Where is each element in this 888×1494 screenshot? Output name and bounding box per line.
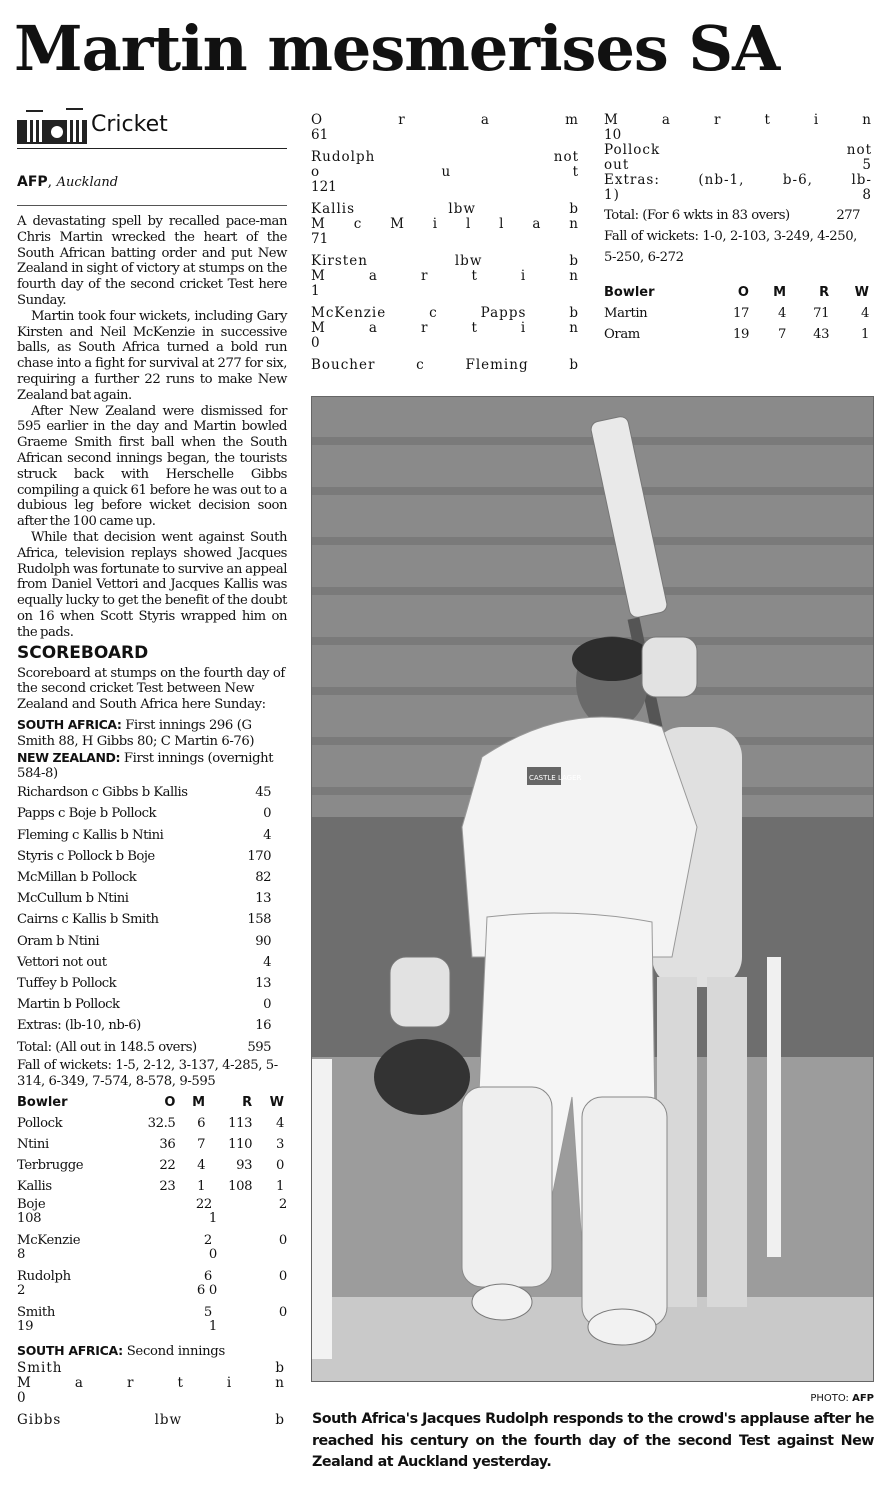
bowling-cell: 1 [861, 327, 869, 343]
spread-word: b-6, [782, 172, 813, 188]
byline-location: Auckland [56, 175, 119, 190]
bowling-overs: 2 [203, 1232, 212, 1248]
bowling-row [17, 1176, 287, 1197]
bowling-line [17, 1234, 287, 1248]
bowling-overs: 6 [203, 1268, 212, 1284]
photo-credit-label: PHOTO: [810, 1393, 849, 1404]
bowling-cell: 4 [861, 306, 869, 321]
middle-column [311, 113, 579, 380]
batting-line [311, 217, 579, 232]
spread-word: Smith [17, 1359, 63, 1376]
bowling-row-wrapped [17, 1306, 287, 1334]
spread-word: O [311, 112, 324, 128]
byline: AFP, Auckland [17, 174, 119, 190]
photo [311, 396, 874, 1382]
bowling-runs: 19 [17, 1318, 34, 1334]
bowling-cell: 22 [159, 1158, 176, 1174]
spread-word: Fleming [465, 357, 529, 373]
spread-word: Boucher [311, 357, 376, 373]
batting-line [311, 202, 579, 217]
team-name: SOUTH AFRICA: [17, 1342, 123, 1358]
sa-batting-middle [311, 113, 579, 380]
spread-word: c [429, 305, 438, 321]
total-runs: 277 [836, 208, 860, 223]
spread-word: M [604, 112, 619, 128]
spacer [17, 1428, 287, 1435]
total-label: Total: (All out in 148.5 overs) [17, 1039, 197, 1055]
bowling-cell: 7 [197, 1136, 206, 1152]
bowling-cell: Terbrugge [17, 1158, 84, 1174]
bowling-cell: 19 [732, 327, 749, 343]
spread-word: 1) [604, 187, 620, 203]
spread-word: c [353, 216, 363, 232]
bowling-cell: 1 [276, 1179, 284, 1195]
scoreboard-title: SCOREBOARD [17, 642, 149, 663]
byline-agency: AFP [17, 174, 48, 190]
bowling-row [604, 303, 872, 324]
bowling-cell: 71 [813, 306, 830, 321]
spread-word: l [499, 216, 505, 232]
spacer [311, 373, 579, 380]
spread-word: a [368, 268, 378, 284]
bowling-maidens: 0 [278, 1268, 287, 1284]
bowling-line [17, 1198, 287, 1212]
batsman-dismissal: Vettori not out [17, 954, 107, 970]
batting-row [17, 782, 287, 803]
spread-word: a [661, 112, 671, 128]
batsman-dismissal: Styris c Pollock b Boje [17, 848, 155, 864]
spread-word: u [441, 164, 452, 180]
bowling-wickets: 0 [208, 1246, 217, 1262]
cricketer-photo-illustration [312, 397, 873, 1381]
bowling-maidens: 2 [278, 1196, 287, 1212]
batting-row [17, 909, 287, 930]
left-column [17, 102, 287, 1435]
bowling-runs: 108 [17, 1210, 42, 1226]
spread-word: a [74, 1374, 84, 1391]
bowling-row [17, 1113, 287, 1134]
spread-word: t [471, 268, 478, 284]
photo-credit [790, 1393, 874, 1405]
bowling-header: W [854, 285, 869, 300]
bowling-cell: 7 [778, 327, 787, 343]
spread-word: M [311, 268, 326, 284]
spread-word: b [569, 305, 579, 321]
batsman-dismissal: Tuffey b Pollock [17, 975, 117, 991]
spread-word: b [569, 201, 579, 217]
spread-word: b [569, 357, 579, 373]
batting-line [17, 1376, 285, 1391]
spread-word: t [177, 1374, 184, 1391]
bowling-cell: 4 [197, 1158, 206, 1174]
batsman-runs: 16 [255, 1018, 271, 1034]
spread-word: lbw [448, 201, 476, 217]
sa-first-innings [17, 717, 287, 750]
spread-word: out [604, 157, 630, 173]
bowling-row-wrapped [17, 1198, 287, 1226]
batting-line [604, 188, 872, 203]
spread-word: 8 [862, 187, 872, 203]
bowling-cell: 36 [159, 1136, 176, 1152]
spread-word: r [398, 112, 406, 128]
batsman-dismissal: Cairns c Kallis b Smith [17, 912, 159, 928]
total-runs: 595 [247, 1039, 271, 1055]
batting-row [17, 931, 287, 952]
batsman-dismissal: McMillan b Pollock [17, 869, 137, 885]
bowling-maidens: 0 [278, 1232, 287, 1248]
batsman-runs: 0 [263, 806, 271, 822]
story-paragraph: Martin took four wickets, including Gary Kirsten and Neil McKenzie in successive balls, as South Africa turned a bold run chase into a fight for survival at 277 for six, requiring a further 22 runs to make New Zealand bat again. [17, 308, 287, 403]
spread-word: Papps [480, 305, 527, 321]
batsman-dismissal: Richardson c Gibbs b Kallis [17, 785, 188, 801]
spread-word: t [471, 320, 478, 336]
batsman-runs: 4 [263, 954, 271, 970]
batting-line [311, 306, 579, 321]
right-column [604, 113, 872, 346]
batting-row [17, 952, 287, 973]
bowling-line [17, 1320, 217, 1334]
helmet [374, 1039, 470, 1115]
bowling-runs: 2 [17, 1282, 26, 1298]
batting-line [311, 150, 579, 165]
bowling-row [17, 1134, 287, 1155]
sign-post [312, 1059, 332, 1359]
batting-line [311, 269, 579, 284]
spread-word: i [813, 112, 820, 128]
spread-word: t [764, 112, 771, 128]
spread-word: M [17, 1374, 32, 1391]
story-body [17, 214, 287, 641]
bowling-cell: 3 [276, 1136, 284, 1152]
innings-summary: First innings (overnight 584-8) [17, 750, 274, 782]
bowling-overs: 5 [203, 1304, 212, 1320]
bowling-cell: Ntini [17, 1136, 49, 1152]
sa-batting-right [604, 113, 872, 203]
bowling-wickets: 1 [208, 1318, 217, 1334]
batsman-dismissal: Extras: (lb-10, nb-6) [17, 1018, 141, 1034]
bowling-row [604, 324, 872, 345]
bowling-overs: 22 [195, 1196, 212, 1212]
bowling-line [17, 1306, 287, 1320]
spread-word: n [569, 268, 579, 284]
batting-line [311, 321, 579, 336]
sa-bowling-wrapped [17, 1198, 287, 1334]
spread-word: r [713, 112, 722, 128]
bowling-cell: 43 [813, 327, 830, 343]
bowling-cell: Pollock [17, 1115, 63, 1131]
bowling-maidens: 0 [278, 1304, 287, 1320]
spread-word: a [368, 320, 378, 336]
bowling-header: O [164, 1094, 176, 1110]
spread-word: r [420, 268, 429, 284]
batting-line [311, 113, 579, 128]
nz-bowling-table [604, 282, 872, 346]
spread-word: Pollock [604, 142, 661, 158]
batsman-runs: 45 [255, 785, 271, 801]
total-label: Total: (For 6 wkts in 83 overs) [604, 208, 790, 223]
batsman-runs: 61 [311, 127, 329, 143]
batting-row [17, 1015, 287, 1036]
batting-line [311, 254, 579, 269]
spread-word: i [520, 320, 527, 336]
batsman-runs: 121 [311, 179, 337, 195]
bowling-line [17, 1284, 217, 1298]
bowler-name: Boje [17, 1196, 46, 1212]
batting-row [17, 867, 287, 888]
team-name: NEW ZEALAND: [17, 749, 121, 765]
spread-word: r [126, 1374, 135, 1391]
batting-row [17, 994, 287, 1015]
spread-word: a [480, 112, 490, 128]
spread-word: b [569, 253, 579, 269]
batsman-runs: 82 [255, 869, 271, 885]
batting-row [17, 825, 287, 846]
batsman-runs: 4 [263, 827, 271, 843]
batting-line [604, 158, 872, 173]
batting-line [604, 143, 872, 158]
bowling-row-wrapped [17, 1270, 287, 1298]
batting-line [311, 358, 579, 373]
bowling-cell: 1 [197, 1179, 206, 1195]
spread-word: M [311, 320, 326, 336]
bowling-line [17, 1248, 217, 1262]
bowler-name: McKenzie [17, 1232, 81, 1248]
photo-caption: South Africa's Jacques Rudolph responds to the crowd's applause after he reached his century on the fourth day of the second Test against New Zealand at Auckland yesterday. [312, 1411, 874, 1470]
batsman-runs: 0 [263, 997, 271, 1013]
team-name: SOUTH AFRICA: [17, 716, 122, 732]
spread-word: c [416, 357, 425, 373]
bowling-header: R [819, 285, 830, 300]
bowling-runs: 8 [17, 1246, 26, 1262]
bowling-row-wrapped [17, 1234, 287, 1262]
batting-row [17, 888, 287, 909]
batting-row [17, 973, 287, 994]
sa-bowling-table [17, 1092, 287, 1198]
spread-word: i [520, 268, 527, 284]
spread-word: M [390, 216, 405, 232]
spread-word: lbw [454, 253, 483, 269]
bowling-header: R [242, 1094, 253, 1110]
bowling-cell: 93 [236, 1158, 253, 1174]
bowling-cell: 4 [276, 1115, 284, 1131]
spread-word: o [311, 164, 321, 180]
bowling-header: W [269, 1094, 284, 1110]
headline: Martin mesmerises SA [14, 12, 780, 85]
bowling-line [17, 1212, 217, 1226]
batsman-dismissal: McCullum b Ntini [17, 891, 129, 907]
bowler-name: Smith [17, 1304, 56, 1320]
batsman-runs: 13 [255, 891, 271, 907]
batsman-runs: 10 [604, 127, 622, 143]
spread-word: r [420, 320, 429, 336]
spread-word: Gibbs [17, 1411, 62, 1428]
spread-word: 5 [862, 157, 872, 173]
spread-word: M [311, 216, 326, 232]
bowling-header: O [737, 285, 749, 300]
spread-word: McKenzie [311, 305, 387, 321]
spread-word: Kallis [311, 201, 356, 217]
bowling-header: Bowler [604, 285, 655, 300]
batting-line [604, 113, 872, 128]
spread-word: (nb-1, [698, 172, 745, 188]
bowling-header: M [773, 285, 787, 300]
spread-word: Extras: [604, 172, 660, 188]
bowling-cell: 17 [732, 306, 749, 321]
spread-word: not [846, 142, 872, 158]
bowling-header: Bowler [17, 1094, 68, 1110]
sa-fall-of-wickets: Fall of wickets: 1-0, 2-103, 3-249, 4-250, 5-250, 6-272 [604, 229, 857, 265]
story-paragraph: After New Zealand were dismissed for 595 earlier in the day and Martin bowled Graeme Smith first ball when the South African second innings began, the tourists struck back with Herschelle Gibbs compiling a quick 61 before he was out to a dubious leg before wicket decision soon after the 100 came up. [17, 403, 287, 530]
batsman-runs: 1 [311, 283, 320, 299]
bowling-cell: 108 [228, 1179, 253, 1195]
batsman-dismissal: Oram b Ntini [17, 933, 100, 949]
batting-row [17, 803, 287, 824]
spread-word: i [226, 1374, 233, 1391]
innings-summary: First innings 296 (G Smith 88, H Gibbs 80; C Martin 6-76) [17, 717, 255, 749]
spread-word: l [465, 216, 472, 232]
bowling-wickets: 1 [208, 1210, 217, 1226]
story-paragraph: A devastating spell by recalled pace-man Chris Martin wrecked the heart of the South African batting order and put New Zealand in sight of victory at stumps on the fourth day of the second cricket Test here Sunday. [17, 214, 287, 308]
batsman-runs: 0 [311, 335, 320, 351]
spread-word: lb- [851, 172, 872, 188]
innings-summary: Second innings [126, 1343, 225, 1359]
spread-word: n [569, 216, 579, 232]
batsman-dismissal: Martin b Pollock [17, 997, 120, 1013]
batsman-dismissal: Fleming c Kallis b Ntini [17, 827, 164, 843]
castle-lager-logo: CASTLE LAGER [529, 774, 582, 782]
spread-word: b [275, 1359, 285, 1376]
bowling-cell: 113 [228, 1115, 253, 1131]
story-paragraph: While that decision went against South Africa, television replays showed Jacques Rudolph was fortunate to survive an appeal from Daniel Vettori and Jacques Kallis was equally lucky to get the benefit of the doubt on 16 when Scott Styris wrapped him on the pads. [17, 529, 287, 640]
bowling-cell: 110 [228, 1136, 253, 1152]
batsman-runs: 90 [255, 933, 271, 949]
batting-line [17, 1413, 285, 1428]
bowling-wickets: 6 0 [196, 1282, 217, 1298]
spread-word: b [275, 1411, 285, 1428]
bowling-header: M [192, 1094, 206, 1110]
nz-batting-list [17, 782, 287, 1036]
bowling-cell: Oram [604, 327, 640, 343]
spread-word: Kirsten [311, 253, 368, 269]
bowling-cell: Kallis [17, 1179, 52, 1195]
nz-first-innings [17, 750, 287, 783]
batsman-runs: 170 [247, 848, 271, 864]
spread-word: n [275, 1374, 285, 1391]
bowling-line [17, 1270, 287, 1284]
spread-word: n [569, 320, 579, 336]
batting-line [17, 1361, 285, 1376]
section-label: Cricket [91, 112, 168, 137]
spread-word: a [532, 216, 542, 232]
divider [17, 205, 287, 206]
spread-word: n [862, 112, 872, 128]
spread-word: m [565, 112, 579, 128]
sa-second-innings [17, 1342, 287, 1361]
batting-line [604, 173, 872, 188]
bowler-name: Rudolph [17, 1268, 71, 1284]
bowling-cell: 23 [159, 1179, 176, 1195]
section-header [17, 102, 287, 149]
spread-word: lbw [154, 1411, 183, 1428]
bowling-cell: 0 [276, 1158, 284, 1174]
sa-batting-left [17, 1361, 287, 1435]
bowling-cell: 6 [197, 1115, 206, 1131]
nz-fall-of-wickets: Fall of wickets: 1-5, 2-12, 3-137, 4-285, 5-314, 6-349, 7-574, 8-578, 9-595 [17, 1057, 278, 1089]
spread-word: not [553, 149, 579, 165]
batting-row [17, 846, 287, 867]
batsman-runs: 0 [17, 1389, 26, 1406]
sa-total [604, 205, 860, 226]
spread-word: t [572, 164, 579, 180]
bowling-cell: Martin [604, 306, 648, 321]
nz-total [17, 1037, 287, 1058]
cricket-stumps-icon [17, 106, 87, 146]
bowling-row [17, 1155, 287, 1176]
photo-credit-source: AFP [852, 1393, 874, 1404]
batsman-dismissal: Papps c Boje b Pollock [17, 806, 156, 822]
scoreboard-intro: Scoreboard at stumps on the fourth day of the second cricket Test between New Zealand and South Africa here Sunday: [17, 665, 285, 713]
batsman-runs: 71 [311, 231, 329, 247]
bowling-cell: 32.5 [147, 1115, 176, 1131]
batsman-runs: 13 [255, 975, 271, 991]
spread-word: i [432, 216, 439, 232]
batting-line [311, 165, 579, 180]
bowling-cell: 4 [778, 306, 787, 321]
spread-word: Rudolph [311, 149, 376, 165]
batsman-runs: 158 [247, 912, 271, 928]
